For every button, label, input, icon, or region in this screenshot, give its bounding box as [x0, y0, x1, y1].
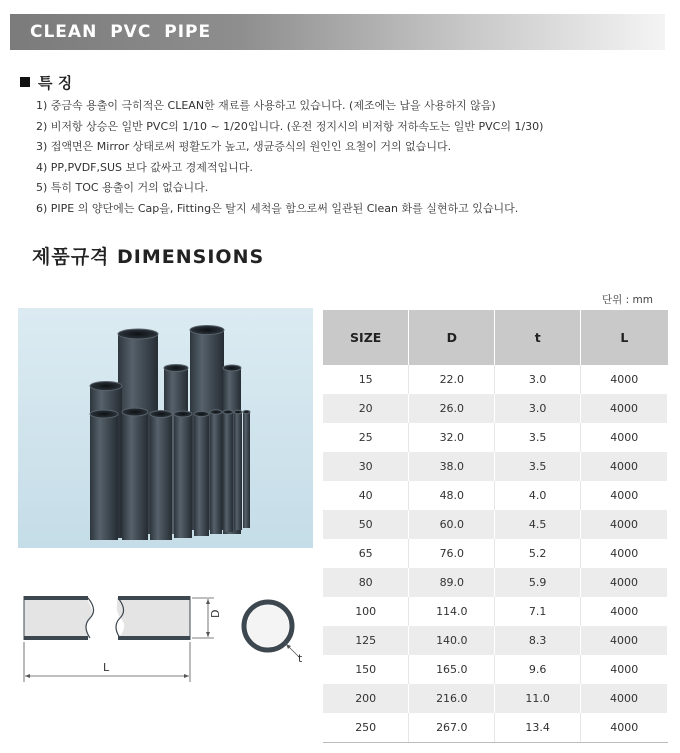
features-heading-text: 특 징 — [38, 74, 73, 92]
cell-t: 4.0 — [495, 481, 581, 510]
cell-t: 9.6 — [495, 655, 581, 684]
cell-d: 267.0 — [409, 713, 495, 742]
feature-item: 2) 비저항 상승은 일반 PVC의 1/10 ~ 1/20입니다. (운전 정지시의 비저항 저하속도는 일반 PVC의 1/30) — [36, 119, 544, 133]
table-row — [323, 423, 668, 452]
cell-size: 30 — [323, 452, 409, 481]
cell-size: 100 — [323, 597, 409, 626]
cell-t: 4.5 — [495, 510, 581, 539]
cell-l: 4000 — [581, 394, 668, 423]
cell-t: 3.0 — [495, 394, 581, 423]
cell-d: 32.0 — [409, 423, 495, 452]
pipe-shape — [243, 412, 250, 528]
table-row — [323, 713, 668, 742]
cell-d: 76.0 — [409, 539, 495, 568]
label-d: D — [209, 609, 222, 618]
cell-d: 48.0 — [409, 481, 495, 510]
cell-l: 4000 — [581, 655, 668, 684]
cell-l: 4000 — [581, 539, 668, 568]
table-row — [323, 539, 668, 568]
cell-t: 11.0 — [495, 684, 581, 713]
cell-l: 4000 — [581, 626, 668, 655]
cell-size: 125 — [323, 626, 409, 655]
pipe-shape — [194, 414, 209, 536]
pipe-shape — [122, 412, 148, 540]
label-l: L — [103, 661, 110, 674]
cell-size: 65 — [323, 539, 409, 568]
pipe-shape — [210, 412, 222, 534]
feature-item: 1) 중금속 용출이 극히적은 CLEAN한 재료를 사용하고 있습니다. (제조에는 납을 사용하지 않음) — [36, 99, 496, 112]
table-row — [323, 452, 668, 481]
dimensions-title: 제품규격 DIMENSIONS — [32, 246, 265, 268]
cell-d: 216.0 — [409, 684, 495, 713]
cell-t: 8.3 — [495, 626, 581, 655]
col-header-t: t — [495, 310, 581, 365]
square-bullet-icon — [20, 77, 30, 87]
table-row — [323, 394, 668, 423]
cell-d: 22.0 — [409, 365, 495, 394]
cell-l: 4000 — [581, 365, 668, 394]
table-row — [323, 510, 668, 539]
col-header-d: D — [409, 310, 495, 365]
pipe-diagram-svg — [18, 590, 313, 700]
pipe-shape — [174, 414, 192, 538]
table-row — [323, 365, 668, 394]
cell-size: 80 — [323, 568, 409, 597]
feature-item: 5) 특히 TOC 용출이 거의 없습니다. — [36, 181, 209, 194]
cell-d: 38.0 — [409, 452, 495, 481]
col-header-size: SIZE — [323, 310, 409, 365]
cell-l: 4000 — [581, 510, 668, 539]
features-list — [36, 96, 543, 219]
unit-label: 단위 : mm — [602, 294, 653, 306]
dimensions-table — [323, 310, 668, 743]
feature-item: 4) PP,PVDF,SUS 보다 값싸고 경제적입니다. — [36, 160, 253, 174]
table-row — [323, 481, 668, 510]
pipe-shape — [234, 412, 242, 530]
pipe-shape — [223, 412, 233, 532]
cell-size: 150 — [323, 655, 409, 684]
cell-d: 114.0 — [409, 597, 495, 626]
table-row — [323, 568, 668, 597]
pipe-dimension-diagram — [18, 590, 313, 700]
cell-l: 4000 — [581, 452, 668, 481]
cell-l: 4000 — [581, 568, 668, 597]
cell-size: 250 — [323, 713, 409, 742]
header-bar — [10, 14, 665, 50]
cell-size: 50 — [323, 510, 409, 539]
feature-item: 3) 접액면은 Mirror 상태로써 평활도가 높고, 생균증식의 원인인 요철이 거의 없습니다. — [36, 140, 452, 153]
features-heading — [20, 72, 72, 93]
cell-d: 165.0 — [409, 655, 495, 684]
cell-t: 13.4 — [495, 713, 581, 742]
cell-size: 40 — [323, 481, 409, 510]
cell-l: 4000 — [581, 597, 668, 626]
col-header-l: L — [581, 310, 668, 365]
cell-d: 89.0 — [409, 568, 495, 597]
cell-d: 60.0 — [409, 510, 495, 539]
label-t: t — [298, 652, 303, 665]
cell-t: 3.5 — [495, 452, 581, 481]
cell-l: 4000 — [581, 481, 668, 510]
cell-t: 3.5 — [495, 423, 581, 452]
table-row — [323, 684, 668, 713]
cell-size: 20 — [323, 394, 409, 423]
page-title: CLEAN PVC PIPE — [30, 22, 212, 42]
cell-d: 140.0 — [409, 626, 495, 655]
table-row — [323, 655, 668, 684]
pipe-product-photo — [18, 308, 313, 548]
cell-size: 15 — [323, 365, 409, 394]
cell-l: 4000 — [581, 423, 668, 452]
cell-t: 5.9 — [495, 568, 581, 597]
cell-size: 200 — [323, 684, 409, 713]
table-row — [323, 597, 668, 626]
table-header-row — [323, 310, 668, 365]
cell-t: 5.2 — [495, 539, 581, 568]
pipe-shape — [90, 414, 118, 540]
cell-t: 3.0 — [495, 365, 581, 394]
cell-t: 7.1 — [495, 597, 581, 626]
feature-item: 6) PIPE 의 양단에는 Cap을, Fitting은 탈지 세척을 함으로써 일관된 Clean 화를 실현하고 있습니다. — [36, 201, 519, 215]
cell-d: 26.0 — [409, 394, 495, 423]
cell-l: 4000 — [581, 713, 668, 742]
pipe-shape — [150, 414, 172, 540]
cell-size: 25 — [323, 423, 409, 452]
cell-l: 4000 — [581, 684, 668, 713]
pipes-illustration — [18, 308, 313, 548]
table-row — [323, 626, 668, 655]
